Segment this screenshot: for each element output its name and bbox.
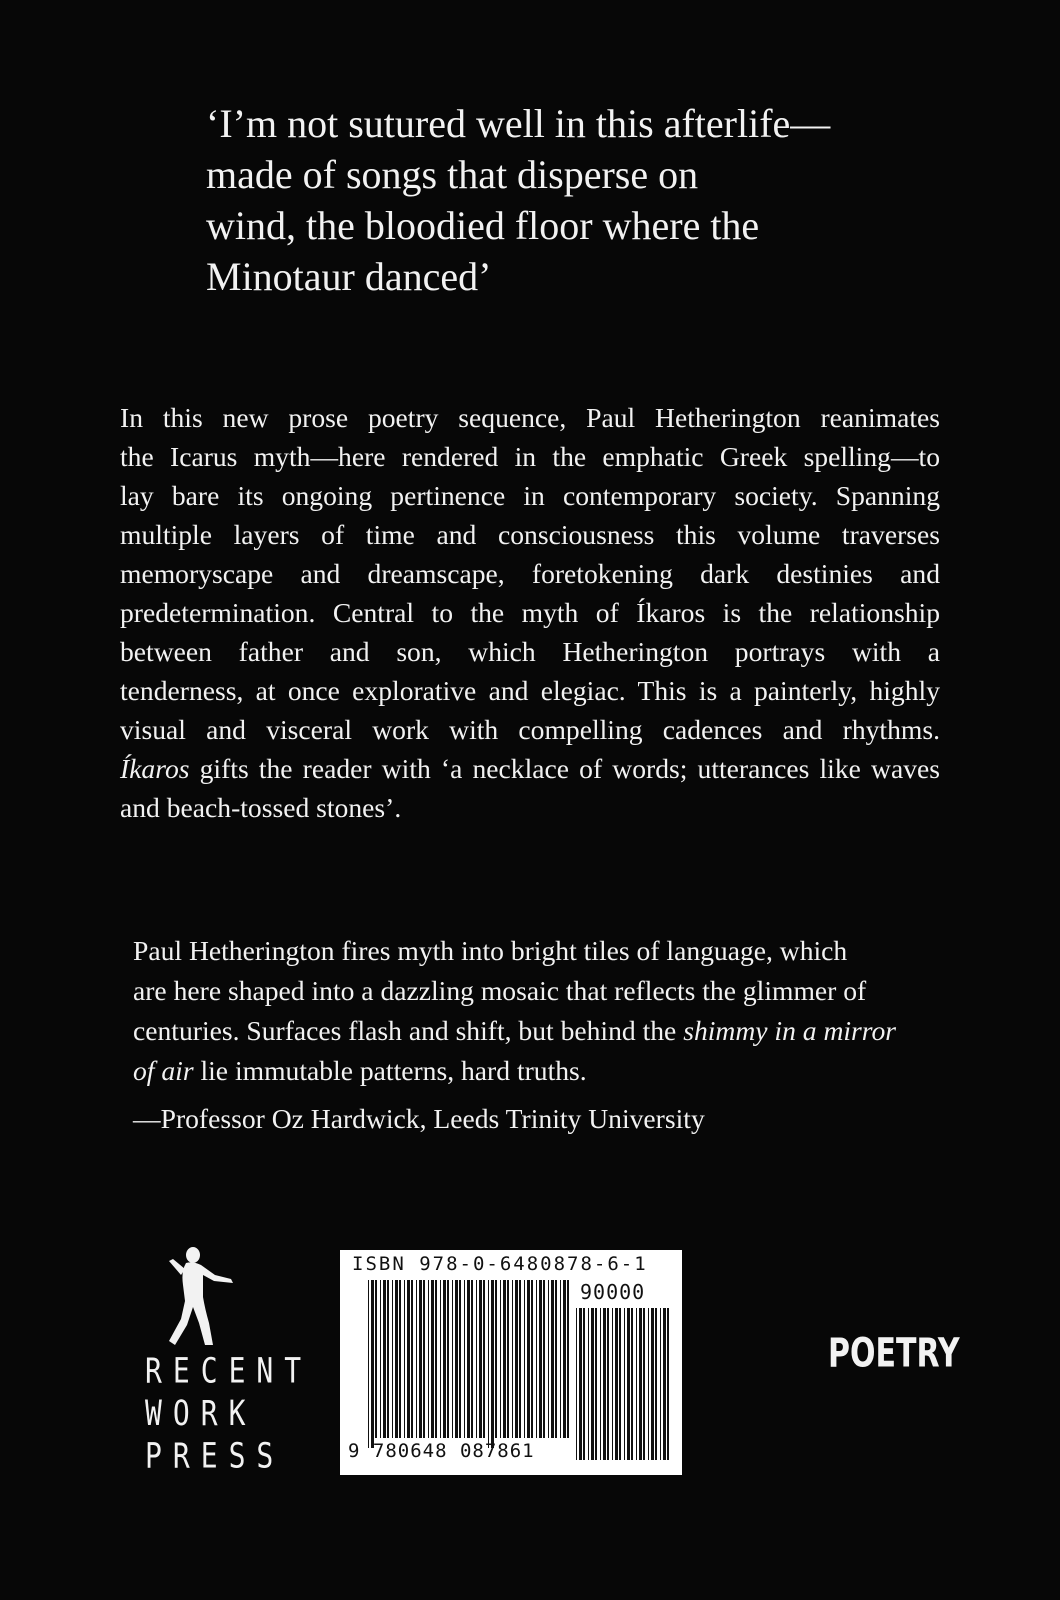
book-description	[120, 398, 940, 827]
barcode-bar	[383, 1280, 386, 1438]
blurb-line: visual and visceral work with compelling cadences and rhythms.	[120, 714, 940, 745]
barcode-bar	[411, 1280, 413, 1438]
barcode-bar	[639, 1308, 642, 1460]
price-code: 90000	[580, 1280, 646, 1304]
blurb-line: multiple layers of time and consciousness this volume traverses	[120, 519, 940, 550]
barcode-bar	[515, 1280, 518, 1438]
blurb-line: between father and son, which Hetherington portrays with a	[120, 636, 940, 667]
barcode-bar	[576, 1308, 577, 1460]
barcode-bar	[387, 1280, 389, 1438]
barcode-bar	[495, 1280, 497, 1438]
barcode-bar	[591, 1308, 594, 1460]
blurb-line	[120, 749, 940, 788]
barcode-bar	[555, 1280, 557, 1438]
quote-line: ‘I’m not sutured well in this afterlife—	[206, 101, 831, 146]
barcode-bar	[371, 1280, 374, 1448]
quote-line: wind, the bloodied floor where the	[206, 203, 760, 248]
barcode-bar	[527, 1280, 530, 1438]
ean-number: 9 780648 087861	[348, 1440, 535, 1462]
barcode-bar	[643, 1308, 645, 1460]
barcode-bar	[447, 1280, 449, 1438]
book-title-italic: Íkaros	[120, 753, 190, 784]
blurb-line: In this new prose poetry sequence, Paul Hetherington reanimates	[120, 402, 940, 433]
barcode-bar	[467, 1280, 470, 1438]
barcode-bar	[667, 1308, 669, 1460]
barcode-bar	[419, 1280, 422, 1438]
blurb-line: memoryscape and dreamscape, foretokening dark destinies and	[120, 558, 940, 589]
barcode-bar	[607, 1308, 609, 1460]
blurb-line: predetermination. Central to the myth of Íkaros is the relationship	[120, 597, 940, 628]
review-line-plain: lie immutable patterns, hard truths.	[193, 1055, 587, 1086]
barcode-bar	[435, 1280, 437, 1438]
barcode-bar	[431, 1280, 434, 1438]
barcode-bar	[488, 1280, 489, 1448]
barcode-bar	[560, 1280, 561, 1438]
barcode-bar	[624, 1308, 625, 1460]
barcode-bar	[655, 1308, 657, 1460]
barcode-bar	[464, 1280, 465, 1438]
review-line: Paul Hetherington fires myth into bright tiles of language, which	[133, 935, 848, 966]
barcode-bar	[479, 1280, 482, 1438]
blurb-line: the Icarus myth—here rendered in the emphatic Greek spelling—to	[120, 441, 940, 472]
barcode-bar	[476, 1280, 477, 1438]
blurb-line-rest: gifts the reader with ‘a necklace of words; utterances like waves	[189, 753, 940, 784]
barcode-bar	[440, 1280, 441, 1438]
barcode-bar	[588, 1308, 589, 1460]
barcode-bar	[471, 1280, 473, 1438]
barcode-bar	[483, 1280, 485, 1438]
barcode-bar	[612, 1308, 613, 1460]
barcode-bar	[423, 1280, 425, 1438]
isbn-barcode	[340, 1250, 682, 1475]
barcode-bar	[631, 1308, 633, 1460]
barcode-bar	[619, 1308, 621, 1460]
blurb-line: lay bare its ongoing pertinence in contemporary society. Spanning	[120, 480, 940, 511]
barcode-bar	[399, 1280, 401, 1438]
barcode-bar	[375, 1280, 377, 1438]
barcode-bar	[567, 1280, 569, 1438]
barcode-bar	[548, 1280, 549, 1438]
review-line-italic: shimmy in a mirror	[683, 1015, 897, 1046]
barcode-bar	[407, 1280, 410, 1438]
barcode-bar	[636, 1308, 637, 1460]
publisher-name-line: WORK	[145, 1392, 257, 1434]
barcode-bar	[395, 1280, 398, 1438]
dancer-silhouette-icon	[157, 1245, 247, 1355]
barcode-bar	[507, 1280, 509, 1438]
barcode-bar	[500, 1280, 501, 1438]
publisher-name-line: RECENT	[145, 1350, 313, 1392]
barcode-bar	[512, 1280, 513, 1438]
barcode-bar	[543, 1280, 545, 1438]
epigraph-quote	[206, 98, 906, 302]
quote-line: Minotaur danced’	[206, 254, 492, 299]
barcode-bar	[404, 1280, 405, 1438]
barcode-bar	[443, 1280, 446, 1438]
barcode-bar	[615, 1308, 618, 1460]
review-attribution: —Professor Oz Hardwick, Leeds Trinity University	[133, 1103, 705, 1134]
barcode-bar	[531, 1280, 533, 1438]
barcode-bar	[583, 1308, 585, 1460]
barcode-bar	[579, 1308, 582, 1460]
review-line	[133, 1011, 953, 1051]
barcode-bar	[428, 1280, 429, 1438]
blurb-line: and beach-tossed stones’.	[120, 792, 402, 823]
barcode-bar	[536, 1280, 537, 1438]
barcode-bar	[595, 1308, 597, 1460]
barcode-bar	[563, 1280, 566, 1438]
review-quote	[133, 931, 953, 1091]
review-line-italic: of air	[133, 1055, 194, 1086]
barcode-bar	[455, 1280, 458, 1438]
barcode-bar	[519, 1280, 521, 1438]
publisher-name	[145, 1350, 313, 1478]
barcode-bar	[600, 1308, 601, 1460]
barcode-bar	[459, 1280, 461, 1438]
barcode-bar	[627, 1308, 630, 1460]
barcode-bar	[392, 1280, 393, 1438]
barcode-bar	[603, 1308, 606, 1460]
review-line	[133, 1051, 953, 1091]
review-line: are here shaped into a dazzling mosaic that reflects the glimmer of	[133, 975, 867, 1006]
quote-line: made of songs that disperse on	[206, 152, 699, 197]
barcode-bar	[491, 1280, 494, 1448]
barcode-bar	[651, 1308, 654, 1460]
barcode-bar	[648, 1308, 649, 1460]
genre-label: POETRY	[828, 1330, 960, 1378]
publisher-name-line: PRESS	[145, 1435, 285, 1477]
barcode-bar	[380, 1280, 381, 1438]
barcode-bar	[663, 1308, 666, 1460]
barcode-bar	[416, 1280, 417, 1438]
barcode-bar	[539, 1280, 542, 1438]
barcode-bar	[551, 1280, 554, 1438]
barcode-bar	[368, 1280, 369, 1448]
blurb-line: tenderness, at once explorative and elegiac. This is a painterly, highly	[120, 675, 940, 706]
review-line-plain: centuries. Surfaces flash and shift, but behind the	[133, 1015, 684, 1046]
publisher-logo	[145, 1245, 313, 1477]
barcode-bar	[452, 1280, 453, 1438]
isbn-number: ISBN 978-0-6480878-6-1	[352, 1253, 648, 1275]
barcode-bar	[524, 1280, 525, 1438]
barcode-bar	[660, 1308, 661, 1460]
barcode-bar	[503, 1280, 506, 1438]
